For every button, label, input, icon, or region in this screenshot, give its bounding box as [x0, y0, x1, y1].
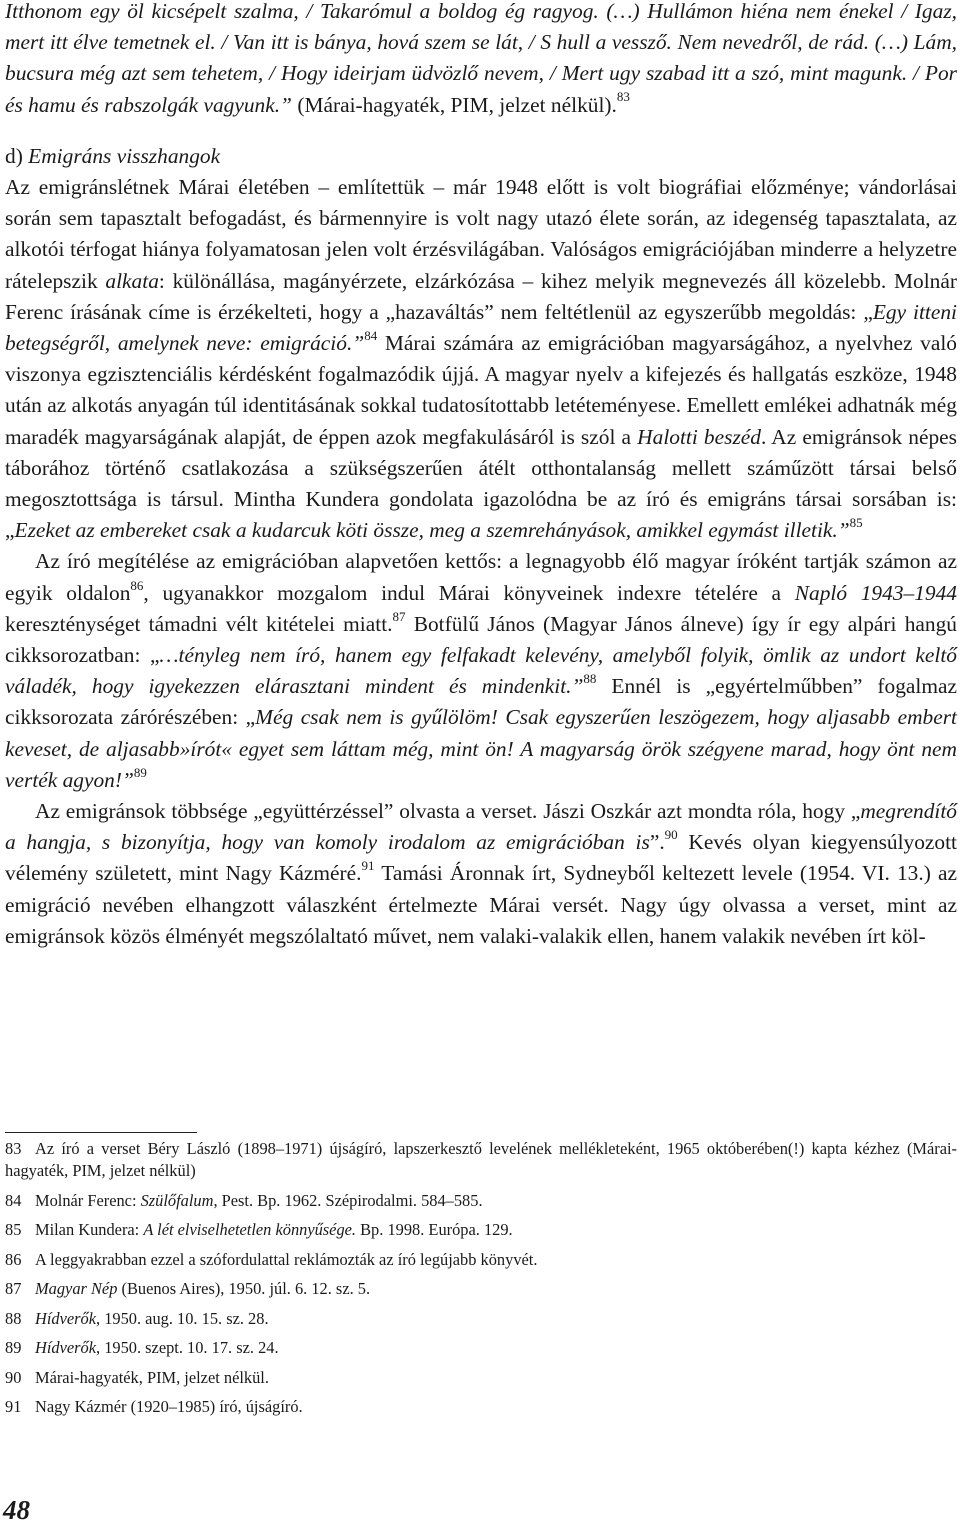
italic-run: alkata	[105, 268, 159, 293]
paragraph-1	[5, 172, 957, 546]
footnote-item	[5, 1249, 957, 1271]
text-run: Kevés olyan kiegyensúlyozott vélemény született, mint Nagy Kázméré.	[5, 830, 957, 886]
footnote-ref[interactable]: 85	[849, 515, 863, 531]
text-run: Az emigránslétnek Márai életében – említettük – már 1948 előtt is volt biográfiai előzménye; vándorlásai során sem tapasztalt befogadást, és bármennyire is volt nagy utazó élete során, az idegenség tapasztalata, az alkotói térfogat hiánya folyamatosan jelen volt érzésvilágában. Valóságos emigrációjában minderre a helyzetre rátelepszik	[5, 175, 957, 293]
footnote-italic: Hídverők	[35, 1338, 96, 1357]
footnote-divider	[5, 1132, 197, 1133]
footnote-text: , 1950. szept. 10. 17. sz. 24.	[96, 1338, 279, 1357]
footnote-number: 83	[5, 1139, 22, 1158]
footnote-item	[5, 1278, 957, 1300]
italic-run: megrendítő a hangja, s bizonyítja, hogy van komoly irodalom az emigrációban is	[5, 799, 957, 855]
footnote-text: , 1950. aug. 10. 15. sz. 28.	[96, 1308, 269, 1328]
footnote-text: , Pest. Bp. 1962. Szépirodalmi. 584–585.	[213, 1190, 483, 1210]
footnote-italic: Magyar Nép	[35, 1279, 118, 1298]
section-heading-title: Emigráns visszhangok	[28, 143, 221, 168]
footnote-ref[interactable]: 86	[130, 577, 144, 593]
footnote-number: 87	[5, 1279, 22, 1298]
footnote-ref[interactable]: 87	[392, 608, 406, 624]
italic-run: Halotti beszéd	[637, 424, 761, 449]
text-run: kereszténységet támadni vélt kitételei miatt.	[5, 611, 393, 636]
footnote-italic: Szülőfalum	[140, 1190, 214, 1210]
section-heading-prefix: d)	[5, 143, 29, 168]
text-run: : különállása, magányérzete, elzárkózása – kihez melyik megnevezés áll közelebb. Molnár Ferenc írásának címe is érzékelteti, hogy a „hazaváltás” nem feltétlenül az egyszerűbb megoldás: „	[5, 268, 957, 324]
footnote-text: Nagy Kázmér (1920–1985) író, újságíró.	[35, 1397, 303, 1416]
italic-run: Egy itteni betegségről, amelynek neve: emigráció.”	[5, 299, 957, 356]
footnote-ref[interactable]: 89	[133, 764, 147, 780]
footnote-text: Az író a verset Béry László (1898–1971) újságíró, lapszerkesztő levelének mellékleteként, 1965 októberében(!) kapta kézhez (Márai-hagyaték, PIM, jelzet nélkül)	[5, 1139, 957, 1180]
footnote-number: 85	[5, 1220, 22, 1239]
footnote-number: 88	[5, 1308, 22, 1328]
footnote-ref[interactable]: 83	[616, 89, 630, 105]
footnote-ref[interactable]: 90	[664, 827, 678, 843]
paragraph-2	[5, 546, 957, 796]
footnote-item	[5, 1190, 957, 1212]
footnote-item	[5, 1308, 957, 1330]
italic-run: Még csak nem is gyűlölöm! Csak egyszerűen leszögezem, hogy aljasabb embert keveset, de aljasabb»írót« egyet sem láttam még, mint ön! A magyarság örök szégyene marad, hogy önt nem verték agyon!”	[5, 705, 957, 792]
footnote-item	[5, 1396, 957, 1418]
footnote-ref[interactable]: 88	[583, 671, 597, 687]
footnote-number: 84	[5, 1190, 22, 1210]
footnotes	[5, 1138, 957, 1426]
footnote-item	[5, 1219, 957, 1241]
text-run: Az író megítélése az emigrációban alapvetően kettős: a legnagyobb élő magyar íróként tartják számon az egyik oldalon	[5, 549, 957, 605]
quote-source: (Márai-hagyaték, PIM, jelzet nélkül).	[291, 92, 617, 117]
footnote-text: Márai-hagyaték, PIM, jelzet nélkül.	[35, 1367, 269, 1387]
footnote-text: Bp. 1998. Európa. 129.	[356, 1220, 513, 1239]
footnote-item	[5, 1337, 957, 1359]
footnote-text: A leggyakrabban ezzel a szófordulattal reklámozták az író legújabb könyvét.	[35, 1249, 538, 1269]
page-number: 48	[3, 1495, 30, 1525]
footnote-text: (Buenos Aires), 1950. júl. 6. 12. sz. 5.	[117, 1279, 371, 1298]
footnote-number: 86	[5, 1249, 22, 1269]
paragraph-quote-continuation	[5, 0, 957, 121]
footnote-italic: A lét elviselhetetlen könnyűsége.	[143, 1220, 357, 1239]
text-run: Márai számára az emigrációban magyarságához, a nyelvhez való viszonya egzisztenciális kérdésként fogalmazódik újjá. A magyar nyelv a kifejezés és hallgatás eszköze, 1948 után az alkotás anyagán túl identitásának sokkal tudatosítottabb letéteményese. Emellett emlékei adhatnák még maradék magyarságának alapját, de éppen azok megfakulásáról is szól a	[5, 331, 957, 449]
footnote-italic: Hídverők	[35, 1308, 96, 1328]
text-run: Botfülű János (Magyar János álneve) így ír egy alpári hangú cikksorozatban: „	[5, 611, 957, 668]
section-heading	[5, 141, 957, 172]
footnote-ref[interactable]: 84	[364, 327, 378, 343]
text-run: Az emigránsok többsége „együttérzéssel” olvasta a verset. Jászi Oszkár azt mondta róla, hogy „	[35, 799, 861, 824]
text-run: ”.	[649, 830, 665, 855]
footnote-number: 91	[5, 1397, 22, 1416]
footnote-number: 90	[5, 1367, 22, 1387]
text-run: . Az emigránsok népes táborához történő csatlakozása a szükségszerűen átélt otthontalanság mellett száműzött társai belső megosztottsága is társul. Mintha Kundera gondolata igazolódna be az író és emigráns társai sorsában is: „	[5, 424, 957, 543]
body-text	[5, 0, 957, 952]
footnote-number: 89	[5, 1338, 22, 1357]
footnote-text: Milan Kundera:	[35, 1220, 144, 1239]
paragraph-3	[5, 796, 957, 952]
poem-quote: Itthonom egy öl kicsépelt szalma, / Takarómul a boldog ég ragyog. (…) Hullámon hiéna nem énekel / Igaz, mert itt élve temetnek el. / Van itt is bánya, hová szem se lát, / S hull a vessző. Nem nevedről, de rád. (…) Lám, bucsura még azt sem tehetem, / Hogy ideirjam üdvözlő nevem, / Mert ugy szabad itt a szó, mint magunk. / Por és hamu és rabszolgák vagyunk.”	[5, 0, 957, 117]
text-run: Tamási Áronnak írt, Sydneyből keltezett levele (1954. VI. 13.) az emigráció nevében elhangzott válaszként értelmezte Márai versét. Nagy úgy olvassa a verset, mint az emigránsok közös élményét megszólaltató művet, nem valaki-valakik ellen, hanem valakik nevében írt köl-	[5, 861, 957, 948]
footnote-item	[5, 1138, 957, 1182]
italic-run: …tényleg nem író, hanem egy felfakadt kelevény, amelyből folyik, ömlik az undort keltő váladék, hogy igyekezzen elárasztani mindent és mindenkit.”	[5, 643, 957, 699]
footnote-text: Molnár Ferenc:	[35, 1190, 141, 1210]
text-run: , ugyanakkor mozgalom indul Márai könyveinek indexre tételére a	[143, 580, 795, 605]
footnote-item	[5, 1367, 957, 1389]
italic-run: Ezeket az embereket csak a kudarcuk köti össze, meg a szemrehányások, amikkel egymást illetik.”	[14, 518, 850, 543]
footnote-ref[interactable]: 91	[361, 858, 375, 874]
italic-run: Napló 1943–1944	[794, 580, 957, 605]
text-run: Ennél is „egyértelműbben” fogalmaz cikksorozata zárórészében: „	[5, 674, 957, 730]
